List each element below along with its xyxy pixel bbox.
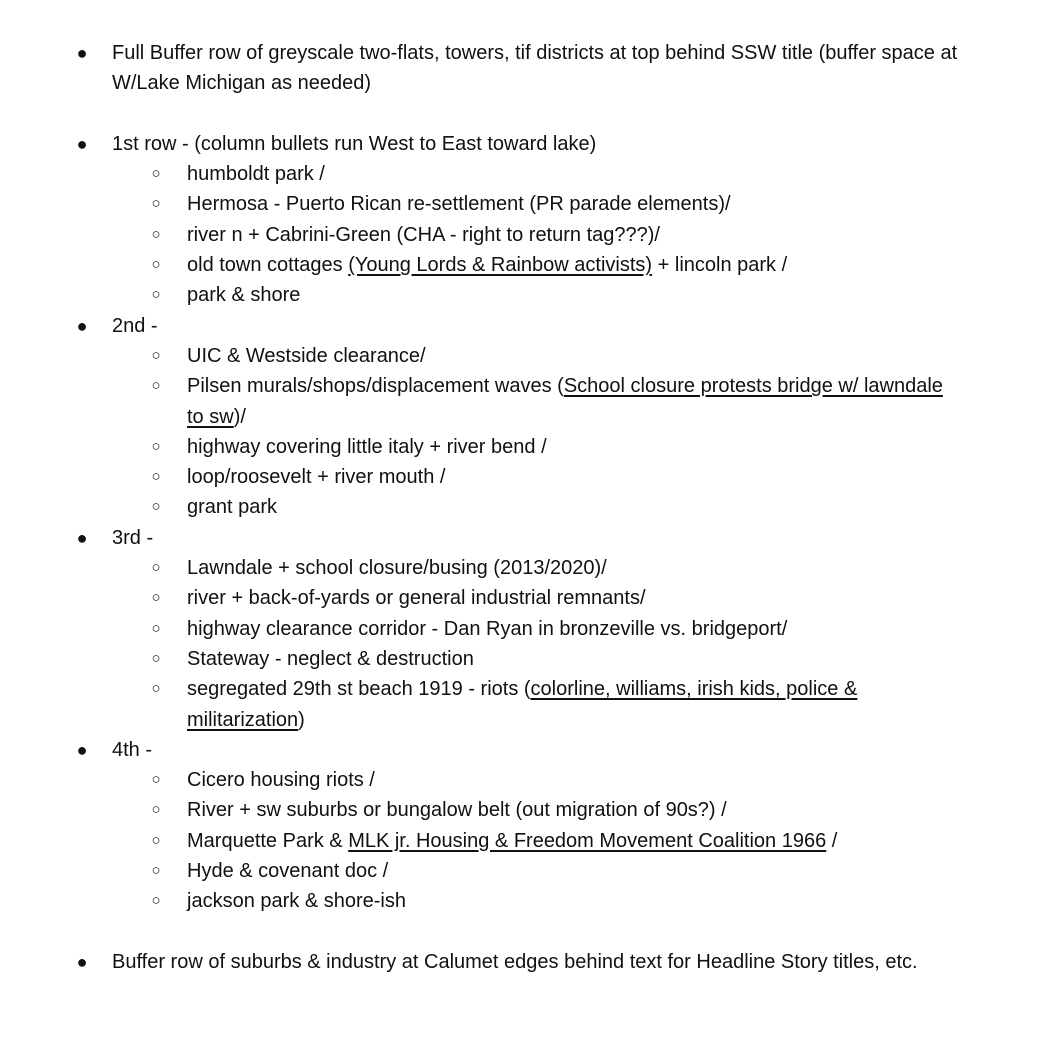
bullet-icon: ● [76, 315, 88, 336]
sub-item-text: River + sw suburbs or bungalow belt (out migration of 90s?) / [187, 799, 727, 822]
sub-item-text: river + back-of-yards or general industrial remnants/ [187, 587, 646, 610]
sub-item [151, 826, 1049, 856]
sub-item-text: Lawndale + school closure/busing (2013/2020)/ [187, 557, 607, 580]
hollow-bullet-icon: ○ [151, 256, 161, 274]
sub-item [151, 159, 1049, 189]
list-item-text: 1st row - (column bullets run West to East toward lake) [112, 132, 597, 155]
sub-item-text: humboldt park / [187, 163, 325, 186]
sub-item-text: Pilsen murals/shops/displacement waves ( [187, 375, 564, 398]
sub-item [151, 553, 1049, 583]
hollow-bullet-icon: ○ [151, 649, 161, 667]
hollow-bullet-icon: ○ [151, 165, 161, 183]
hollow-bullet-icon: ○ [151, 559, 161, 577]
sub-item-text: Stateway - neglect & destruction [187, 647, 474, 670]
sub-item [151, 280, 1049, 310]
list-item-text: Buffer row of suburbs & industry at Calumet edges behind text for Headline Story titles, etc. [112, 950, 918, 973]
sub-item-text: Marquette Park & [187, 829, 349, 852]
sub-item [151, 432, 1049, 462]
sub-item-text: park & shore [187, 284, 301, 307]
sub-item [151, 189, 1049, 219]
bullet-icon: ● [76, 43, 88, 63]
sub-list-row2 [0, 341, 1049, 523]
bullet-icon: ● [76, 951, 88, 972]
sub-item [151, 492, 1049, 522]
hollow-bullet-icon: ○ [151, 619, 161, 637]
sub-item-text: )/ [233, 405, 246, 428]
sub-item-text: old town cottages [187, 254, 349, 277]
hollow-bullet-icon: ○ [151, 862, 161, 880]
sub-item-text: jackson park & shore-ish [187, 890, 406, 913]
blank-line [0, 917, 1049, 947]
sub-item-text: ) [298, 708, 305, 731]
list-item-row2 [0, 311, 1049, 341]
outline-list [0, 38, 1049, 977]
hollow-bullet-icon: ○ [151, 346, 161, 364]
sub-item [151, 583, 1049, 613]
hollow-bullet-icon: ○ [151, 892, 161, 910]
list-item-row4 [0, 735, 1049, 765]
list-item-text: 2nd - [112, 314, 158, 337]
sub-item-text: + lincoln park / [652, 254, 788, 277]
sub-item-text: loop/roosevelt + river mouth / [187, 466, 446, 489]
sub-list-row1 [0, 159, 1049, 310]
sub-item-text: river n + Cabrini-Green (CHA - right to return tag???)/ [187, 223, 660, 246]
hollow-bullet-icon: ○ [151, 377, 161, 395]
sub-item-text: segregated 29th st beach 1919 - riots ( [187, 678, 531, 701]
underlined-link[interactable]: MLK jr. Housing & Freedom Movement Coalition 1966 [348, 829, 827, 852]
sub-item [151, 614, 1049, 644]
list-item-buffer-bottom [0, 947, 1049, 977]
hollow-bullet-icon: ○ [151, 437, 161, 455]
sub-list-row4 [0, 765, 1049, 916]
bullet-icon: ● [76, 527, 88, 548]
hollow-bullet-icon: ○ [151, 771, 161, 789]
sub-item [151, 674, 957, 735]
list-item-row1 [0, 129, 1049, 159]
hollow-bullet-icon: ○ [151, 195, 161, 213]
sub-item [151, 341, 1049, 371]
blank-line [0, 99, 1049, 129]
list-item-row3 [0, 523, 1049, 553]
sub-item [151, 856, 1049, 886]
sub-item [151, 886, 1049, 916]
hollow-bullet-icon: ○ [151, 225, 161, 243]
sub-item [151, 795, 1049, 825]
sub-item-text: Hyde & covenant doc / [187, 860, 389, 883]
sub-item [151, 250, 1049, 280]
underlined-link[interactable]: School closure protests bridge w/ lawndale to sw [187, 375, 943, 428]
list-item-text: Full Buffer row of greyscale two-flats, towers, tif districts at top behind SSW title (buffer space at W/Lake Michigan as needed) [112, 42, 958, 95]
bullet-icon: ● [76, 739, 88, 760]
sub-item-text: UIC & Westside clearance/ [187, 344, 426, 367]
hollow-bullet-icon: ○ [151, 801, 161, 819]
sub-list-row3 [0, 553, 1049, 735]
list-item-text: 4th - [112, 738, 153, 761]
hollow-bullet-icon: ○ [151, 831, 161, 849]
sub-item-text: highway clearance corridor - Dan Ryan in bronzeville vs. bridgeport/ [187, 617, 788, 640]
sub-item [151, 765, 1049, 795]
hollow-bullet-icon: ○ [151, 286, 161, 304]
document-page [0, 38, 1049, 977]
list-item-text: 3rd - [112, 526, 154, 549]
sub-item [151, 371, 957, 432]
sub-item-text: / [826, 829, 838, 852]
hollow-bullet-icon: ○ [151, 680, 161, 698]
sub-item [151, 644, 1049, 674]
hollow-bullet-icon: ○ [151, 498, 161, 516]
sub-item-text: highway covering little italy + river bend / [187, 435, 547, 458]
underlined-link[interactable]: colorline, williams, irish kids, police & militarization [187, 678, 858, 731]
sub-item-text: Hermosa - Puerto Rican re-settlement (PR parade elements)/ [187, 193, 731, 216]
hollow-bullet-icon: ○ [151, 468, 161, 486]
hollow-bullet-icon: ○ [151, 589, 161, 607]
sub-item-text: grant park [187, 496, 278, 519]
bullet-icon: ● [76, 133, 88, 154]
sub-item-text: Cicero housing riots / [187, 769, 375, 792]
sub-item [151, 462, 1049, 492]
sub-item [151, 220, 1049, 250]
list-item-buffer-top [0, 38, 1049, 99]
underlined-link[interactable]: (Young Lords & Rainbow activists) [348, 254, 653, 277]
